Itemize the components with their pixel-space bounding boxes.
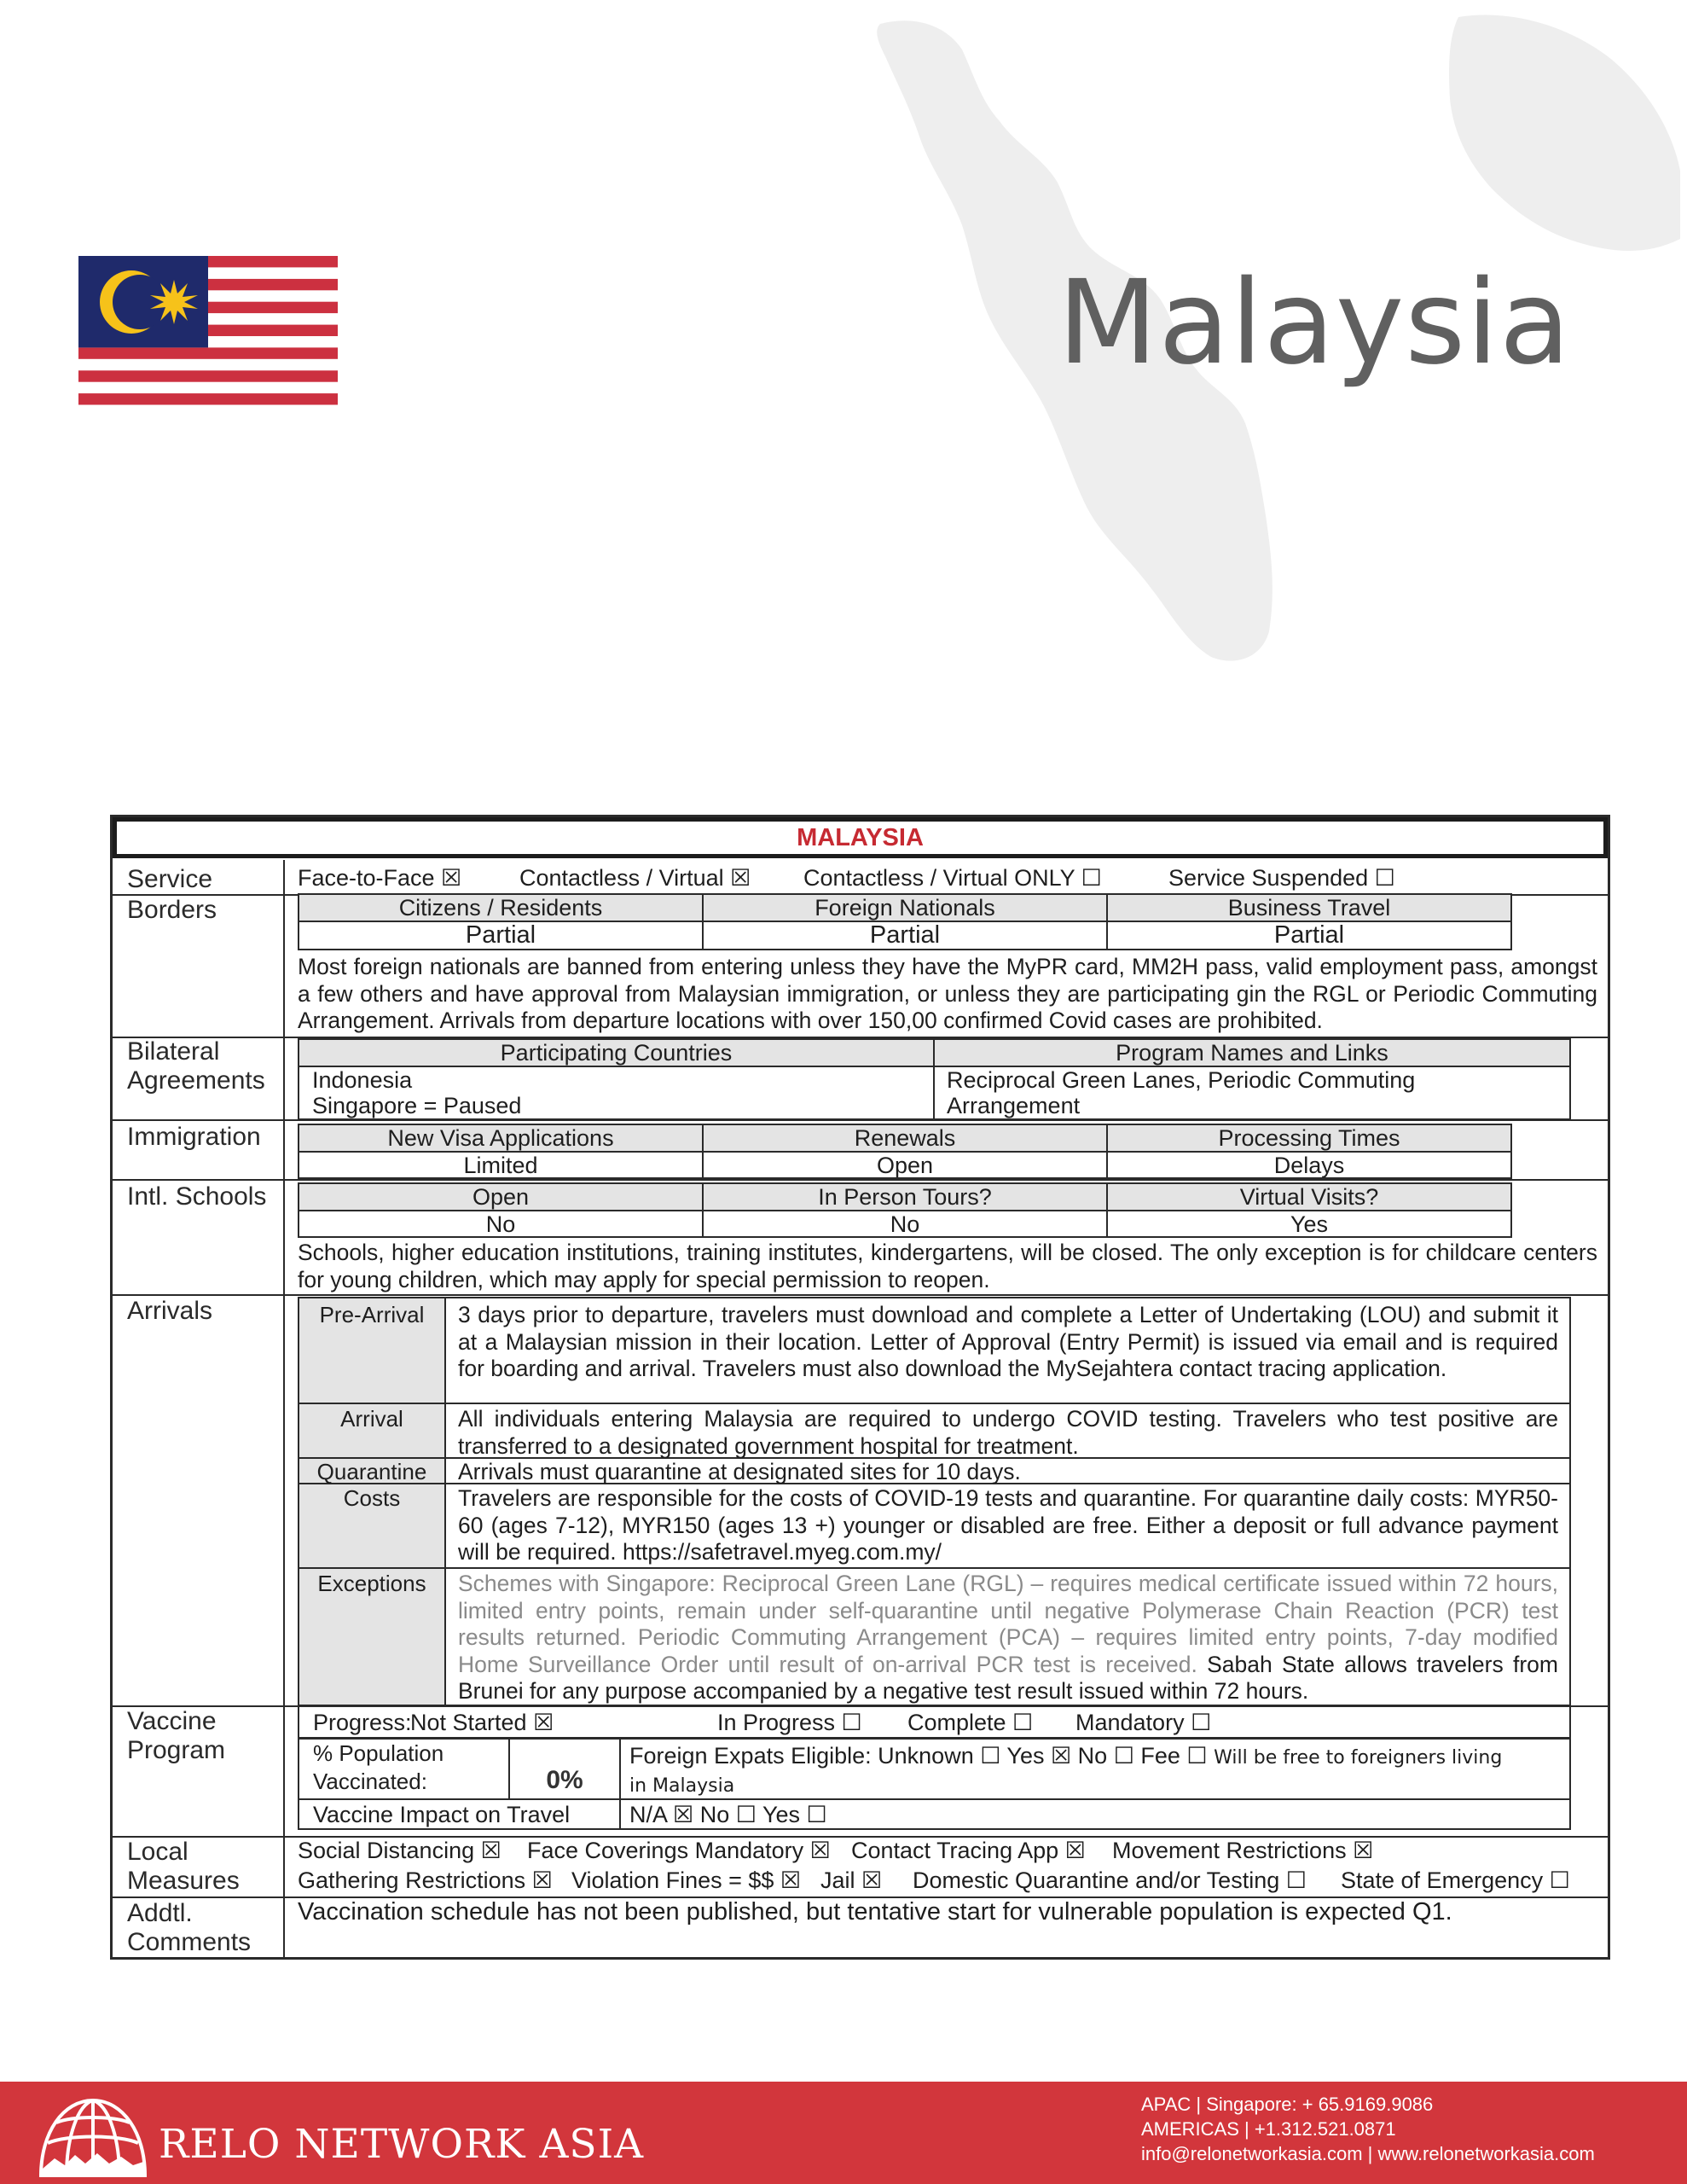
vaccine-subtable <box>298 1705 1571 1830</box>
schools-value-virtual: Yes <box>1106 1210 1512 1238</box>
row-label-bilateral-2: Agreements <box>127 1066 265 1095</box>
bilateral-header-programs: Program Names and Links <box>933 1038 1571 1067</box>
vaccine-column-divider <box>619 1740 621 1828</box>
service-contactless-only: Contactless / Virtual ONLY ☐ <box>803 865 1102 891</box>
bilateral-country: Singapore = Paused <box>312 1093 522 1118</box>
additional-comments-text: Vaccination schedule has not been published, but tentative start for vulnerable population is expected Q1. <box>298 1898 1452 1926</box>
bilateral-countries-cell <box>298 1066 935 1120</box>
borders-note: Most foreign nationals are banned from entering unless they have the MyPR card, MM2H pass, valid employment pass, amongst a few others and have approval from Malaysian immigration, or unless they are participating gin the RGL or Periodic Commuting Arrangement. Arrivals from departure locations with over 150,00 confirmed Covid cases are prohibited. <box>298 954 1597 1033</box>
exceptions-text-schemes: Schemes with Singapore: Reciprocal Green Lane (RGL) – requires medical certificate issued within 72 hours, limited entry points, remain under self-quarantine until negative Polymerase Chain Reaction (PCR) test results returned. Periodic Commuting Arrangement (PCA) – requires limited entry points, 7-day modified Home Surveillance Order until result of on-arrival PCR test is received. <box>458 1571 1558 1677</box>
bilateral-program: Arrangement <box>947 1093 1081 1118</box>
borders-header-business: Business Travel <box>1106 893 1512 922</box>
population-label-2: Vaccinated: <box>313 1769 427 1794</box>
schools-value-open: No <box>298 1210 704 1238</box>
footer-bar <box>0 2082 1687 2184</box>
immigration-header-new-visa: New Visa Applications <box>298 1124 704 1153</box>
row-divider <box>113 1294 1608 1296</box>
measure-contact-tracing: Contact Tracing App ☒ <box>851 1838 1086 1863</box>
row-label-immigration: Immigration <box>127 1123 261 1151</box>
costs-text: Travelers are responsible for the costs of COVID-19 tests and quarantine. For quarantine daily costs: MYR50-60 (ages 7-12), MYR150 (ages 13 +) younger or disabled are free. Either a deposit or full advance payment will be required. https://safetravel.myeg.com.my/ <box>458 1485 1558 1565</box>
schools-note: Schools, higher education institutions, training institutes, kindergartens, will be closed. The only exception is for childcare centers for young children, which may apply for special permission to reopen. <box>298 1240 1597 1292</box>
vaccine-impact-value: N/A ☒ No ☐ Yes ☐ <box>629 1802 827 1827</box>
row-label-arrivals: Arrivals <box>127 1297 213 1325</box>
population-vaccinated-value: 0% <box>546 1766 583 1794</box>
service-contactless: Contactless / Virtual ☒ <box>519 865 751 891</box>
expats-eligible-options: Foreign Expats Eligible: Unknown ☐ Yes ☒ No ☐ Fee ☐ <box>629 1743 1208 1769</box>
brand-name: RELO NETWORK ASIA <box>159 2121 645 2168</box>
vaccine-progress-label: Progress: <box>313 1710 412 1735</box>
borders-value-citizens: Partial <box>298 921 704 950</box>
schools-value-tours: No <box>702 1210 1108 1238</box>
row-label-vaccine-1: Vaccine <box>127 1707 217 1735</box>
vaccine-column-divider <box>508 1740 510 1798</box>
exceptions-text <box>458 1571 1558 1705</box>
arrival-label: Arrival <box>340 1406 403 1432</box>
population-label-1: % Population <box>313 1740 444 1766</box>
exceptions-label: Exceptions <box>317 1571 426 1596</box>
vaccine-impact-label: Vaccine Impact on Travel <box>313 1802 571 1827</box>
contact-email-web[interactable]: info@relonetworkasia.com | www.relonetworkasia.com <box>1141 2143 1595 2164</box>
costs-label: Costs <box>343 1485 401 1511</box>
row-label-service: Service <box>127 865 213 893</box>
schools-header-tours: In Person Tours? <box>702 1182 1108 1211</box>
malaysia-flag <box>78 256 338 416</box>
measure-social-distancing: Social Distancing ☒ <box>298 1838 501 1863</box>
immigration-value-processing: Delays <box>1106 1151 1512 1179</box>
table-title: MALAYSIA <box>113 817 1608 858</box>
immigration-value-renewals: Open <box>702 1151 1108 1179</box>
measure-face-coverings: Face Coverings Mandatory ☒ <box>527 1838 831 1863</box>
quarantine-label: Quarantine <box>316 1459 427 1484</box>
arrivals-column-divider <box>444 1298 446 1705</box>
vaccine-mandatory: Mandatory ☐ <box>1075 1710 1212 1735</box>
exceptions-text-sabah: Sabah State allows travelers from Brunei for any purpose accompanied by a negative test result issued within 72 hours. <box>458 1651 1558 1704</box>
arrival-text: All individuals entering Malaysia are required to undergo COVID testing. Travelers who test positive are transferred to a designated government hospital for treatment. <box>458 1406 1558 1459</box>
borders-header-citizens: Citizens / Residents <box>298 893 704 922</box>
measure-domestic-quarantine: Domestic Quarantine and/or Testing ☐ <box>913 1867 1307 1893</box>
quarantine-text: Arrivals must quarantine at designated sites for 10 days. <box>458 1459 1021 1484</box>
bilateral-programs-cell <box>933 1066 1571 1120</box>
schools-header-open: Open <box>298 1182 704 1211</box>
measure-gathering: Gathering Restrictions ☒ <box>298 1867 553 1893</box>
expats-note-2: in Malaysia <box>629 1775 735 1797</box>
immigration-header-renewals: Renewals <box>702 1124 1108 1153</box>
arrivals-row-divider <box>299 1403 1569 1404</box>
measure-fines: Violation Fines = $$ ☒ <box>571 1867 802 1893</box>
row-divider <box>113 1179 1608 1181</box>
bilateral-country: Indonesia <box>312 1067 413 1093</box>
bilateral-header-countries: Participating Countries <box>298 1038 935 1067</box>
globe-logo-icon <box>36 2090 150 2179</box>
immigration-value-new-visa: Limited <box>298 1151 704 1179</box>
schools-header-virtual: Virtual Visits? <box>1106 1182 1512 1211</box>
measure-jail: Jail ☒ <box>820 1867 883 1893</box>
vaccine-row-divider <box>299 1798 1569 1800</box>
row-label-schools: Intl. Schools <box>127 1182 267 1211</box>
row-label-local-2: Measures <box>127 1867 240 1895</box>
pre-arrival-label: Pre-Arrival <box>319 1302 425 1327</box>
row-label-comments-2: Comments <box>127 1928 252 1956</box>
contact-apac: APAC | Singapore: + 65.9169.9086 <box>1141 2094 1434 2115</box>
expats-eligible <box>629 1743 1502 1771</box>
vaccine-complete: Complete ☐ <box>907 1710 1034 1735</box>
expats-note-1: Will be free to foreigners living <box>1214 1747 1503 1769</box>
measure-movement-restrictions: Movement Restrictions ☒ <box>1112 1838 1374 1863</box>
borders-header-foreign: Foreign Nationals <box>702 893 1108 922</box>
service-suspended: Service Suspended ☐ <box>1168 865 1395 891</box>
label-column-divider <box>283 860 285 1957</box>
arrivals-row-divider <box>299 1567 1569 1569</box>
country-summary-table <box>110 815 1610 1960</box>
vaccine-not-started: Not Started ☒ <box>410 1710 554 1735</box>
row-label-bilateral-1: Bilateral <box>127 1037 220 1066</box>
page-title: Malaysia <box>1058 256 1572 391</box>
contact-americas: AMERICAS | +1.312.521.0871 <box>1141 2118 1396 2140</box>
pre-arrival-text: 3 days prior to departure, travelers must download and complete a Letter of Undertaking (LOU) and submit it at a Malaysian mission in their location. Letter of Approval (Entry Permit) is issued via email and is required for boarding and arrival. Travelers must also download the MySejahtera contact tracing application. <box>458 1302 1558 1381</box>
row-label-borders: Borders <box>127 896 217 924</box>
row-label-vaccine-2: Program <box>127 1736 226 1764</box>
immigration-header-processing: Processing Times <box>1106 1124 1512 1153</box>
borders-value-business: Partial <box>1106 921 1512 950</box>
vaccine-row-divider <box>299 1737 1569 1740</box>
row-label-local-1: Local <box>127 1838 188 1866</box>
bilateral-program: Reciprocal Green Lanes, Periodic Commuting <box>947 1067 1416 1093</box>
footer-contact <box>1141 2092 1595 2166</box>
arrivals-subtable <box>298 1297 1571 1706</box>
vaccine-in-progress: In Progress ☐ <box>717 1710 862 1735</box>
measure-state-of-emergency: State of Emergency ☐ <box>1341 1867 1570 1893</box>
row-label-comments-1: Addtl. <box>127 1899 193 1927</box>
service-face-to-face: Face-to-Face ☒ <box>298 865 462 891</box>
borders-value-foreign: Partial <box>702 921 1108 950</box>
